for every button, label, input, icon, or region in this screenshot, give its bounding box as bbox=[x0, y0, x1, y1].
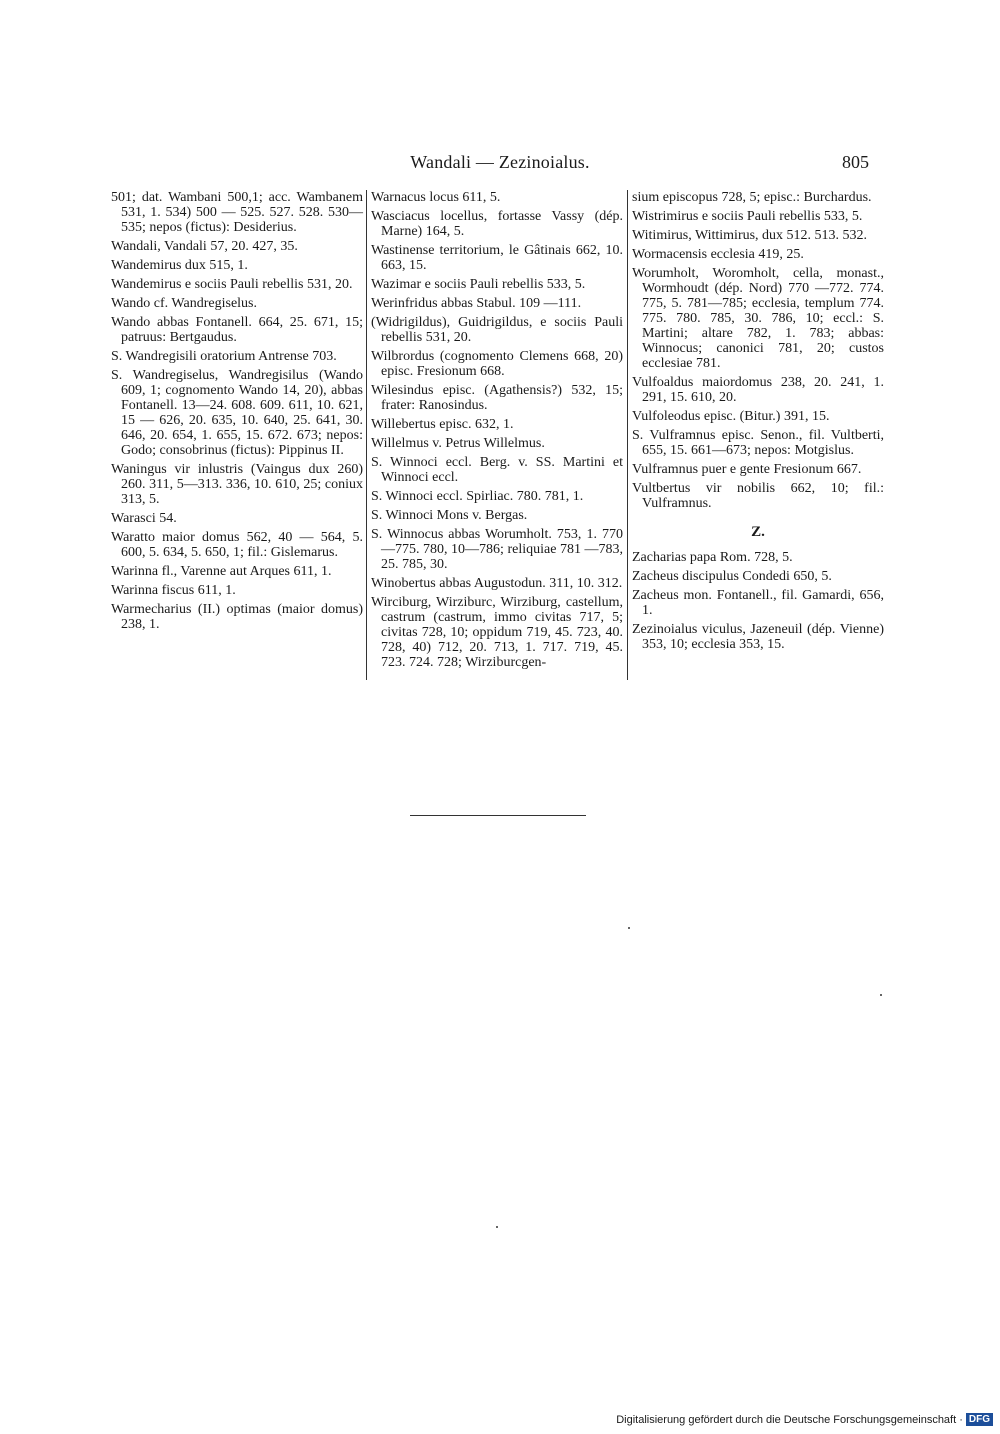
index-entry: S. Winnoci eccl. Berg. v. SS. Martini et Winnoci eccl. bbox=[371, 455, 623, 485]
index-entry: Wandemirus e sociis Pauli rebellis 531, 20. bbox=[111, 277, 353, 292]
index-entry: Vulfoaldus maiordomus 238, 20. 241, 1. 291, 15. 610, 20. bbox=[632, 375, 884, 405]
index-entry: Wasciacus locellus, fortasse Vassy (dép. Marne) 164, 5. bbox=[371, 209, 623, 239]
index-entry: Warasci 54. bbox=[111, 511, 177, 526]
index-entry: Vulfoleodus episc. (Bitur.) 391, 15. bbox=[632, 409, 830, 424]
index-entry: Vultbertus vir nobilis 662, 10; fil.: Vulframnus. bbox=[632, 481, 884, 511]
index-entry: Worumholt, Woromholt, cella, monast., Wormhoudt (dép. Nord) 770 —772. 774. 775, 5. 781—785; ecclesia, templum 774. 775. 780. 785, 30. 786, 10; eccl.: S. Martini; altare 782, 1. 783; abbas: Winnocus; canonici 781, 20; custos ecclesiae 781. bbox=[632, 266, 884, 371]
index-entry: Vulframnus puer e gente Fresionum 667. bbox=[632, 462, 862, 477]
scan-speck bbox=[880, 994, 882, 996]
index-entry: Wistrimirus e sociis Pauli rebellis 533, 5. bbox=[632, 209, 863, 224]
index-entry: Warinna fl., Varenne aut Arques 611, 1. bbox=[111, 564, 332, 579]
footer-credit: Digitalisierung gefördert durch die Deutsche Forschungsgemeinschaft · bbox=[616, 1413, 963, 1426]
dfg-logo: DFG bbox=[966, 1413, 993, 1426]
index-entry: Zacheus discipulus Condedi 650, 5. bbox=[632, 569, 832, 584]
index-entry: sium episcopus 728, 5; episc.: Burchardus. bbox=[632, 190, 872, 205]
index-entry: Winobertus abbas Augustodun. 311, 10. 312. bbox=[371, 576, 623, 591]
index-entry: 501; dat. Wambani 500,1; acc. Wambanem 531, 1. 534) 500 — 525. 527. 528. 530—535; nepos (fictus): Desiderius. bbox=[111, 190, 363, 235]
index-column-2 bbox=[371, 190, 623, 674]
column-divider bbox=[366, 190, 367, 680]
index-entry: S. Wandregiselus, Wandregisilus (Wando 609, 1; cognomento Wando 14, 20), abbas Fontanell. 13—24. 608. 609. 611, 10. 621, 15 — 626, 20. 635, 10. 640, 25. 641, 30. 646, 20. 654, 1. 655, 15. 672. 673; nepos: Godo; consobrinus (fictus): Pippinus II. bbox=[111, 368, 363, 458]
scan-speck bbox=[496, 1226, 498, 1228]
index-entry: Wormacensis ecclesia 419, 25. bbox=[632, 247, 804, 262]
index-entry: Wirciburg, Wirziburc, Wirziburg, castellum, castrum (castrum, immo civitas 717, 5; civitas 728, 10; oppidum 719, 45. 723, 40. 728, 40) 712, 20. 713, 1. 717. 719, 45. 723. 724. 728; Wirziburcgen- bbox=[371, 595, 623, 670]
index-entry: Wastinense territorium, le Gâtinais 662, 10. 663, 15. bbox=[371, 243, 623, 273]
index-entry: Waratto maior domus 562, 40 — 564, 5. 600, 5. 634, 5. 650, 1; fil.: Gislemarus. bbox=[111, 530, 363, 560]
index-entry: Werinfridus abbas Stabul. 109 —111. bbox=[371, 296, 582, 311]
index-column-3 bbox=[632, 190, 884, 656]
index-entry: Wando abbas Fontanell. 664, 25. 671, 15; patruus: Bertgaudus. bbox=[111, 315, 363, 345]
index-entry: Warnacus locus 611, 5. bbox=[371, 190, 501, 205]
index-entry: (Widrigildus), Guidrigildus, e sociis Pauli rebellis 531, 20. bbox=[371, 315, 623, 345]
page-title: Wandali — Zezinoialus. bbox=[410, 152, 590, 172]
index-entry: Wandali, Vandali 57, 20. 427, 35. bbox=[111, 239, 298, 254]
index-entry: S. Vulframnus episc. Senon., fil. Vultberti, 655, 15. 661—673; nepos: Motgislus. bbox=[632, 428, 884, 458]
index-entry: Warinna fiscus 611, 1. bbox=[111, 583, 236, 598]
index-entry: S. Wandregisili oratorium Antrense 703. bbox=[111, 349, 337, 364]
index-column-1 bbox=[111, 190, 363, 636]
end-rule bbox=[410, 815, 586, 816]
index-entry: Zacharias papa Rom. 728, 5. bbox=[632, 550, 793, 565]
index-entry: Zezinoialus viculus, Jazeneuil (dép. Vienne) 353, 10; ecclesia 353, 15. bbox=[632, 622, 884, 652]
column-divider bbox=[627, 190, 628, 680]
footer bbox=[607, 1413, 993, 1426]
index-entry: Willelmus v. Petrus Willelmus. bbox=[371, 436, 545, 451]
index-entry: Wandemirus dux 515, 1. bbox=[111, 258, 248, 273]
index-entry: S. Winnocus abbas Worumholt. 753, 1. 770—775. 780, 10—786; reliquiae 781 —783, 25. 785, 30. bbox=[371, 527, 623, 572]
index-entry: Willebertus episc. 632, 1. bbox=[371, 417, 514, 432]
index-entry: S. Winnoci Mons v. Bergas. bbox=[371, 508, 528, 523]
index-entry: S. Winnoci eccl. Spirliac. 780. 781, 1. bbox=[371, 489, 584, 504]
index-entry: Witimirus, Wittimirus, dux 512. 513. 532. bbox=[632, 228, 868, 243]
index-entry: Wilesindus episc. (Agathensis?) 532, 15; frater: Ranosindus. bbox=[371, 383, 623, 413]
section-letter: Z. bbox=[751, 524, 765, 540]
scan-speck bbox=[628, 927, 630, 929]
index-entry: Waningus vir inlustris (Vaingus dux 260) 260. 311, 5—313. 336, 10. 610, 25; coniux 313, 5. bbox=[111, 462, 363, 507]
index-entry: Wilbrordus (cognomento Clemens 668, 20) episc. Fresionum 668. bbox=[371, 349, 623, 379]
page-number: 805 bbox=[842, 152, 869, 172]
index-entry: Wando cf. Wandregiselus. bbox=[111, 296, 258, 311]
index-entry: Zacheus mon. Fontanell., fil. Gamardi, 656, 1. bbox=[632, 588, 884, 618]
index-entry: Wazimar e sociis Pauli rebellis 533, 5. bbox=[371, 277, 586, 292]
index-entry: Warmecharius (II.) optimas (maior domus) 238, 1. bbox=[111, 602, 363, 632]
